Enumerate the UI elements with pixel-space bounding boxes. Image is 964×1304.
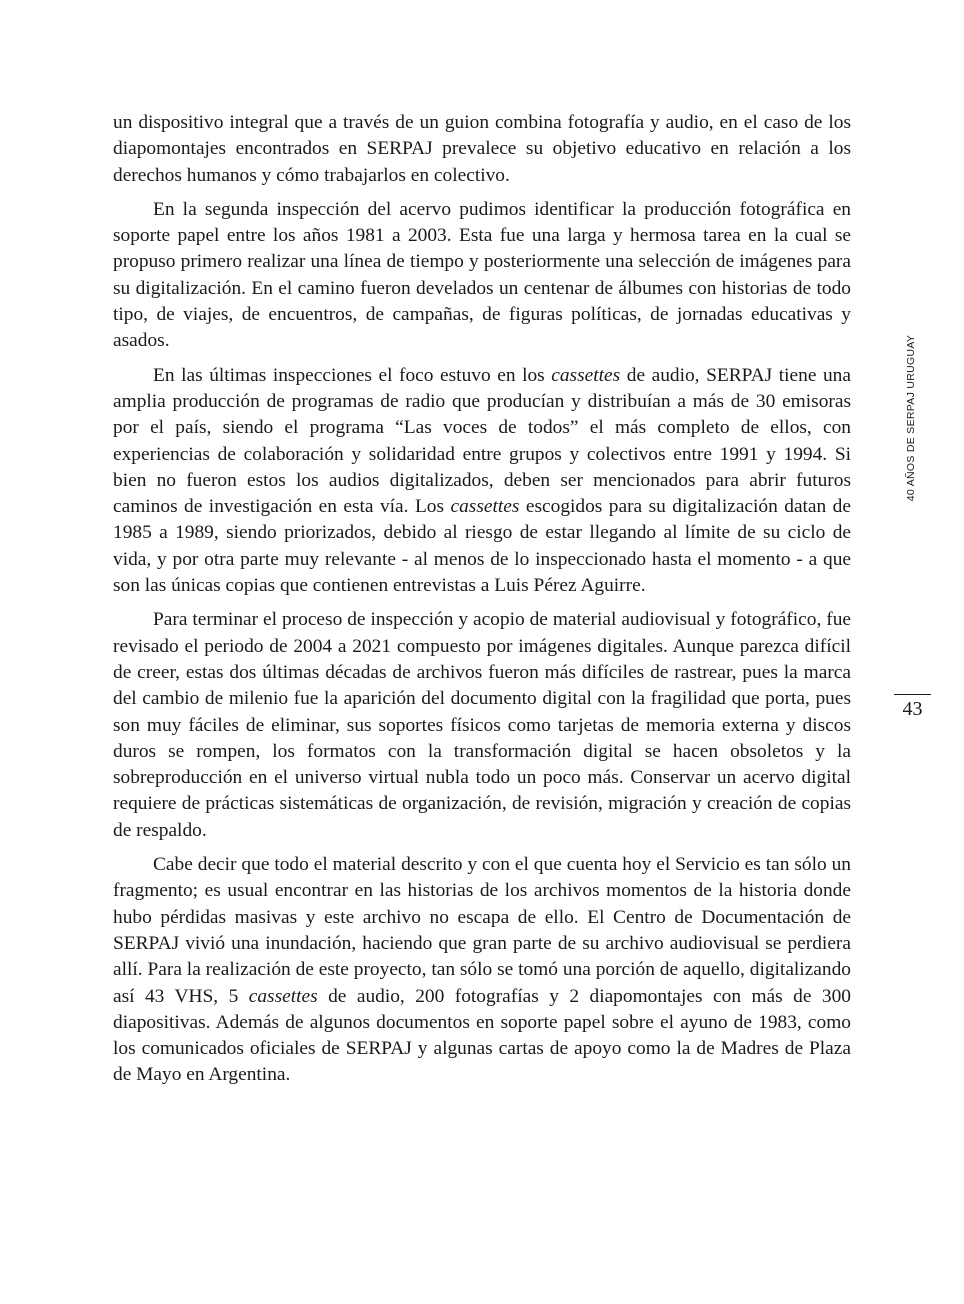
paragraph-3-italic-a: cassettes	[551, 364, 621, 386]
page-number-rule	[894, 694, 931, 695]
paragraph-5	[113, 852, 851, 1089]
paragraph-3-italic-b: cassettes	[450, 496, 520, 518]
paragraph-4	[113, 607, 851, 844]
paragraph-2	[113, 197, 851, 355]
paragraph-5-text-b: de audio, 200 fotografías y 2 diapomontajes con más de 300 diapositivas. Además de algunos documentos en soporte papel sobre el ayuno de 1983, como los comunicados oficiales de SERPAJ y algunas cartas de apoyo como la de Madres de Plaza de Mayo en Argentina.	[113, 985, 851, 1086]
body-text	[113, 110, 851, 1097]
paragraph-3-text-a: En las últimas inspecciones el foco estuvo en los	[153, 364, 552, 386]
paragraph-2-text: En la segunda inspección del acervo pudimos identificar la producción fotográfica en soporte papel entre los años 1981 a 2003. Esta fue una larga y hermosa tarea en la cual se propuso primero realizar una línea de tiempo y posteriormente una selección de imágenes para su digitalización. En el camino fueron develados un centenar de álbumes con historias de todo tipo, de viajes, de encuentros, de campañas, de figuras políticas, de jornadas educativas y asados.	[113, 198, 851, 352]
paragraph-5-italic: cassettes	[248, 985, 318, 1007]
paragraph-3-text-c: escogidos para su digitalización datan de 1985 a 1989, siendo priorizados, debido al riesgo de estar llegando al límite de su ciclo de vida, y por otra parte muy relevante - al menos de lo inspeccionado hasta el momento - a que son las únicas copias que contienen entrevistas a Luis Pérez Aguirre.	[113, 496, 851, 597]
paragraph-3	[113, 363, 851, 600]
paragraph-1	[113, 110, 851, 189]
paragraph-3-text-b: de audio, SERPAJ tiene una amplia producción de programas de radio que producían y distribuían a más de 30 emisoras por el país, siendo el programa “Las voces de todos” el más completo de ellos, con experiencias de colaboración y solidaridad entre grupos y colectivos entre 1991 y 1994. Si bien no fueron estos los audios digitalizados, deben ser mencionados para abrir futuros caminos de investigación en esta vía. Los	[113, 364, 851, 518]
running-head: 40 AÑOS DE SERPAJ URUGUAY	[905, 334, 917, 502]
page-number: 43	[902, 698, 923, 720]
paragraph-4-text: Para terminar el proceso de inspección y acopio de material audiovisual y fotográfico, fue revisado el periodo de 2004 a 2021 compuesto por imágenes digitales. Aunque parezca difícil de creer, estas dos últimas décadas de archivos fueron más difíciles de rastrear, pues la marca del cambio de milenio fue la aparición del documento digital con la fragilidad que porta, pues son muy fáciles de eliminar, sus soportes físicos como tarjetas de memoria externa y discos duros se rompen, los formatos con la transformación digital se hacen obsoletos y la sobreproducción en el universo virtual nubla todo un poco más. Conservar un acervo digital requiere de prácticas sistemáticas de organización, de revisión, migración y creación de copias de respaldo.	[113, 609, 851, 841]
paragraph-5-text-a: Cabe decir que todo el material descrito y con el que cuenta hoy el Servicio es tan sólo un fragmento; es usual encontrar en las historias de los archivos momentos de la historia donde hubo pérdidas masivas y este archivo no escapa de ello. El Centro de Documentación de SERPAJ vivió una inundación, haciendo que gran parte de su archivo audiovisual se perdiera allí. Para la realización de este proyecto, tan sólo se tomó una porción de aquello, digitalizando así 43 VHS, 5	[113, 854, 851, 1007]
paragraph-1-text: un dispositivo integral que a través de un guion combina fotografía y audio, en el caso de los diapomontajes encontrados en SERPAJ prevalece su objetivo educativo en relación a los derechos humanos y cómo trabajarlos en colectivo.	[113, 112, 851, 186]
